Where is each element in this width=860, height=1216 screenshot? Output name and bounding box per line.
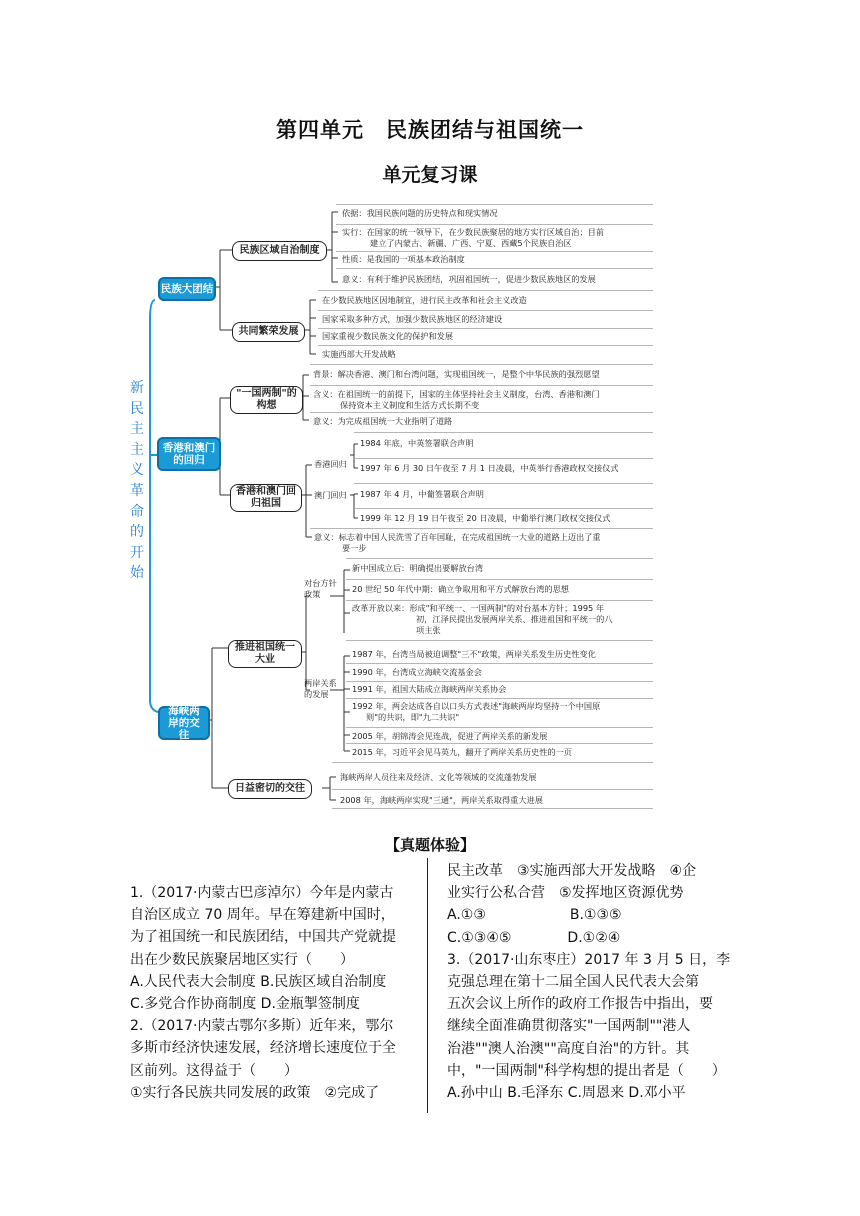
question-line: C.多党合作协商制度 D.金瓶掣签制度 <box>130 996 360 1013</box>
autonomy-meaning: 意义：有利于维护民族团结，巩固祖国统一，促进少数民族地区的发展 <box>342 274 596 284</box>
question-line: C.①③④⑤ D.①②④ <box>447 929 621 946</box>
divider <box>310 385 653 386</box>
relations-item: 1991 年，祖国大陆成立海峡两岸关系协会 <box>352 684 507 694</box>
divider <box>354 432 653 433</box>
divider <box>318 328 653 329</box>
divider <box>332 789 653 790</box>
divider <box>354 508 653 509</box>
node-ethnic-unity: 民族大团结 <box>158 277 216 301</box>
policy-item: 20 世纪 50 年代中期：确立争取用和平方式解放台湾的思想 <box>352 584 569 594</box>
question-line: 3.（2017·山东枣庄）2017 年 3 月 5 日，李 <box>447 951 731 968</box>
relations-item: 1990 年，台湾成立海峡交流基金会 <box>352 667 482 677</box>
return-meaning: 意义：标志着中国人民洗雪了百年国耻，在完成祖国统一大业的道路上迈出了重 <box>314 532 601 542</box>
node-common-prosperity: 共同繁荣发展 <box>232 322 305 342</box>
divider <box>346 698 653 699</box>
side-char: 开 <box>130 544 144 561</box>
macao-event: 1987 年 4 月，中葡签署联合声明 <box>360 489 484 499</box>
question-line: 业实行公私合营 ⑤发挥地区资源优势 <box>447 885 684 902</box>
side-char: 民 <box>130 400 144 417</box>
divider <box>310 412 653 413</box>
prosperity-item: 实施西部大开发战略 <box>322 349 396 359</box>
autonomy-nature: 性质：是我国的一项基本政治制度 <box>342 254 465 264</box>
node-autonomy-system: 民族区域自治制度 <box>232 241 327 261</box>
column-divider <box>427 858 428 1113</box>
divider <box>354 483 653 484</box>
question-line: 为了祖国统一和民族团结，中国共产党就提 <box>130 929 396 946</box>
divider <box>354 458 653 459</box>
page-title: 第四单元 民族团结与祖国统一 <box>276 118 584 142</box>
divider <box>346 727 653 728</box>
node-hk-macao-return-motherland: 香港和澳门回归祖国 <box>230 484 302 512</box>
divider <box>318 345 653 346</box>
one-country-significance: 意义：为完成祖国统一大业指明了道路 <box>313 416 453 426</box>
relations-item: 1992 年，两会达成各自以口头方式表述"海峡两岸均坚持一个中国原 <box>352 701 601 711</box>
divider <box>332 808 653 809</box>
question-line: 继续全面准确贯彻落实"一国两制""港人 <box>447 1018 691 1035</box>
divider <box>346 681 653 682</box>
side-char: 义 <box>130 462 144 479</box>
question-line: A.①③ B.①③⑤ <box>447 907 622 924</box>
divider <box>346 579 653 580</box>
autonomy-practice-cont: 建立了内蒙古、新疆、广西、宁夏、西藏5个民族自治区 <box>370 238 572 248</box>
question-line: A.人民代表大会制度 B.民族区域自治制度 <box>130 973 387 990</box>
prosperity-item: 在少数民族地区因地制宜，进行民主改革和社会主义改造 <box>322 295 527 305</box>
autonomy-basis: 依据：我国民族问题的历史特点和现实情况 <box>342 208 498 218</box>
question-line: 五次会议上所作的政府工作报告中指出，要 <box>447 996 713 1013</box>
question-line: 民主改革 ③实施西部大开发战略 ④企 <box>447 863 697 879</box>
left-column <box>130 882 396 1104</box>
relations-item-cont: 则"的共识，即"九二共识" <box>366 712 460 722</box>
exchange-item: 2008 年，海峡两岸实现"三通"，两岸关系取得重大进展 <box>340 795 543 805</box>
divider <box>346 743 653 744</box>
question-line: 自治区成立 70 周年。早在筹建新中国时， <box>130 907 395 924</box>
question-line: 中，"一国两制"科学构想的提出者是（ ） <box>447 1062 726 1079</box>
policy-item-cont: 初，江泽民提出发展两岸关系、推进祖国和平统一的八 <box>416 614 613 624</box>
divider <box>336 204 653 205</box>
divider <box>336 224 653 225</box>
question-line: A.孙中山 B.毛泽东 C.周恩来 D.邓小平 <box>447 1085 686 1102</box>
side-char: 主 <box>130 441 144 458</box>
relations-item: 2015 年，习近平会见马英九，翻开了两岸关系历史性的一页 <box>352 747 572 757</box>
side-char: 新 <box>130 380 144 396</box>
exchange-item: 海峡两岸人员往来及经济、文化等领域的交流蓬勃发展 <box>340 772 537 782</box>
divider <box>346 663 653 664</box>
one-country-meaning-cont: 保持资本主义制度和生活方式长期不变 <box>340 400 480 410</box>
divider <box>310 528 653 529</box>
one-country-background: 背景：解决香港、澳门和台湾问题，实现祖国统一，是整个中华民族的强烈愿望 <box>313 369 600 379</box>
question-line: 2.（2017·内蒙古鄂尔多斯）近年来，鄂尔 <box>130 1018 394 1035</box>
right-column <box>447 860 730 1104</box>
hk-event: 1997 年 6 月 30 日午夜至 7 月 1 日凌晨，中英举行香港政权交接仪式 <box>360 463 619 473</box>
side-char: 革 <box>130 482 144 499</box>
divider <box>336 251 653 252</box>
one-country-meaning: 含义：在祖国统一的前提下，国家的主体坚持社会主义制度，台湾、香港和澳门 <box>313 389 600 399</box>
side-char: 主 <box>130 421 144 438</box>
divider <box>318 290 653 291</box>
divider <box>346 600 653 601</box>
divider <box>336 268 653 269</box>
question-line: 区前列。这得益于（ ） <box>130 1062 298 1079</box>
relations-item: 2005 年，胡锦涛会见连战，促进了两岸关系的新发展 <box>352 731 548 741</box>
side-char: 的 <box>130 524 144 541</box>
section-header: 【真题体验】 <box>384 836 475 854</box>
policy-item: 改革开放以来：形成"和平统一、一国两制"的对台基本方针；1995 年 <box>352 603 605 613</box>
divider <box>310 364 653 365</box>
question-line: 出在少数民族聚居地区实行（ ） <box>130 951 354 968</box>
divider <box>346 640 653 641</box>
autonomy-practice: 实行：在国家的统一领导下，在少数民族聚居的地方实行区域自治；目前 <box>342 227 605 237</box>
node-unification-cause: 推进祖国统一大业 <box>228 640 302 668</box>
label-hk-return: 香港回归 <box>314 459 347 469</box>
policy-item: 新中国成立后：明确提出要解放台湾 <box>352 563 484 573</box>
node-hk-macao-return: 香港和澳门的回归 <box>157 437 221 471</box>
question-line: ①实行各民族共同发展的政策 ②完成了 <box>130 1084 380 1101</box>
node-cross-strait: 海峡两岸的交往 <box>158 706 210 740</box>
page-subtitle: 单元复习课 <box>382 164 478 186</box>
divider <box>346 558 653 559</box>
side-char: 命 <box>130 503 144 520</box>
prosperity-item: 国家采取多种方式，加强少数民族地区的经济建设 <box>322 314 503 324</box>
question-line: 多斯市经济快速发展，经济增长速度位于全 <box>130 1040 396 1057</box>
side-char: 始 <box>130 565 144 582</box>
label-macao-return: 澳门回归 <box>314 490 347 500</box>
question-line: 治港""澳人治澳""高度自治"的方针。其 <box>447 1040 690 1057</box>
policy-item-cont: 项主张 <box>416 625 441 635</box>
divider <box>318 310 653 311</box>
hk-event: 1984 年底，中英签署联合声明 <box>360 438 474 448</box>
return-meaning-cont: 要一步 <box>342 543 367 553</box>
node-one-country-concept: "一国两制"的构想 <box>230 386 303 414</box>
macao-event: 1999 年 12 月 19 日午夜至 20 日凌晨，中葡举行澳门政权交接仪式 <box>360 513 611 523</box>
label-relations-dev: 两岸关系的发展 <box>304 678 337 699</box>
node-close-exchange: 日益密切的交往 <box>228 779 312 799</box>
label-taiwan-policy: 对台方针政策 <box>304 578 337 599</box>
relations-item: 1987 年，台湾当局被迫调整"三不"政策，两岸关系发生历史性变化 <box>352 649 596 659</box>
prosperity-item: 国家重视少数民族文化的保护和发展 <box>322 331 454 341</box>
divider <box>332 762 653 763</box>
question-line: 1.（2017·内蒙古巴彦淖尔）今年是内蒙古 <box>130 885 394 901</box>
question-line: 克强总理在第十二届全国人民代表大会第 <box>447 974 699 991</box>
